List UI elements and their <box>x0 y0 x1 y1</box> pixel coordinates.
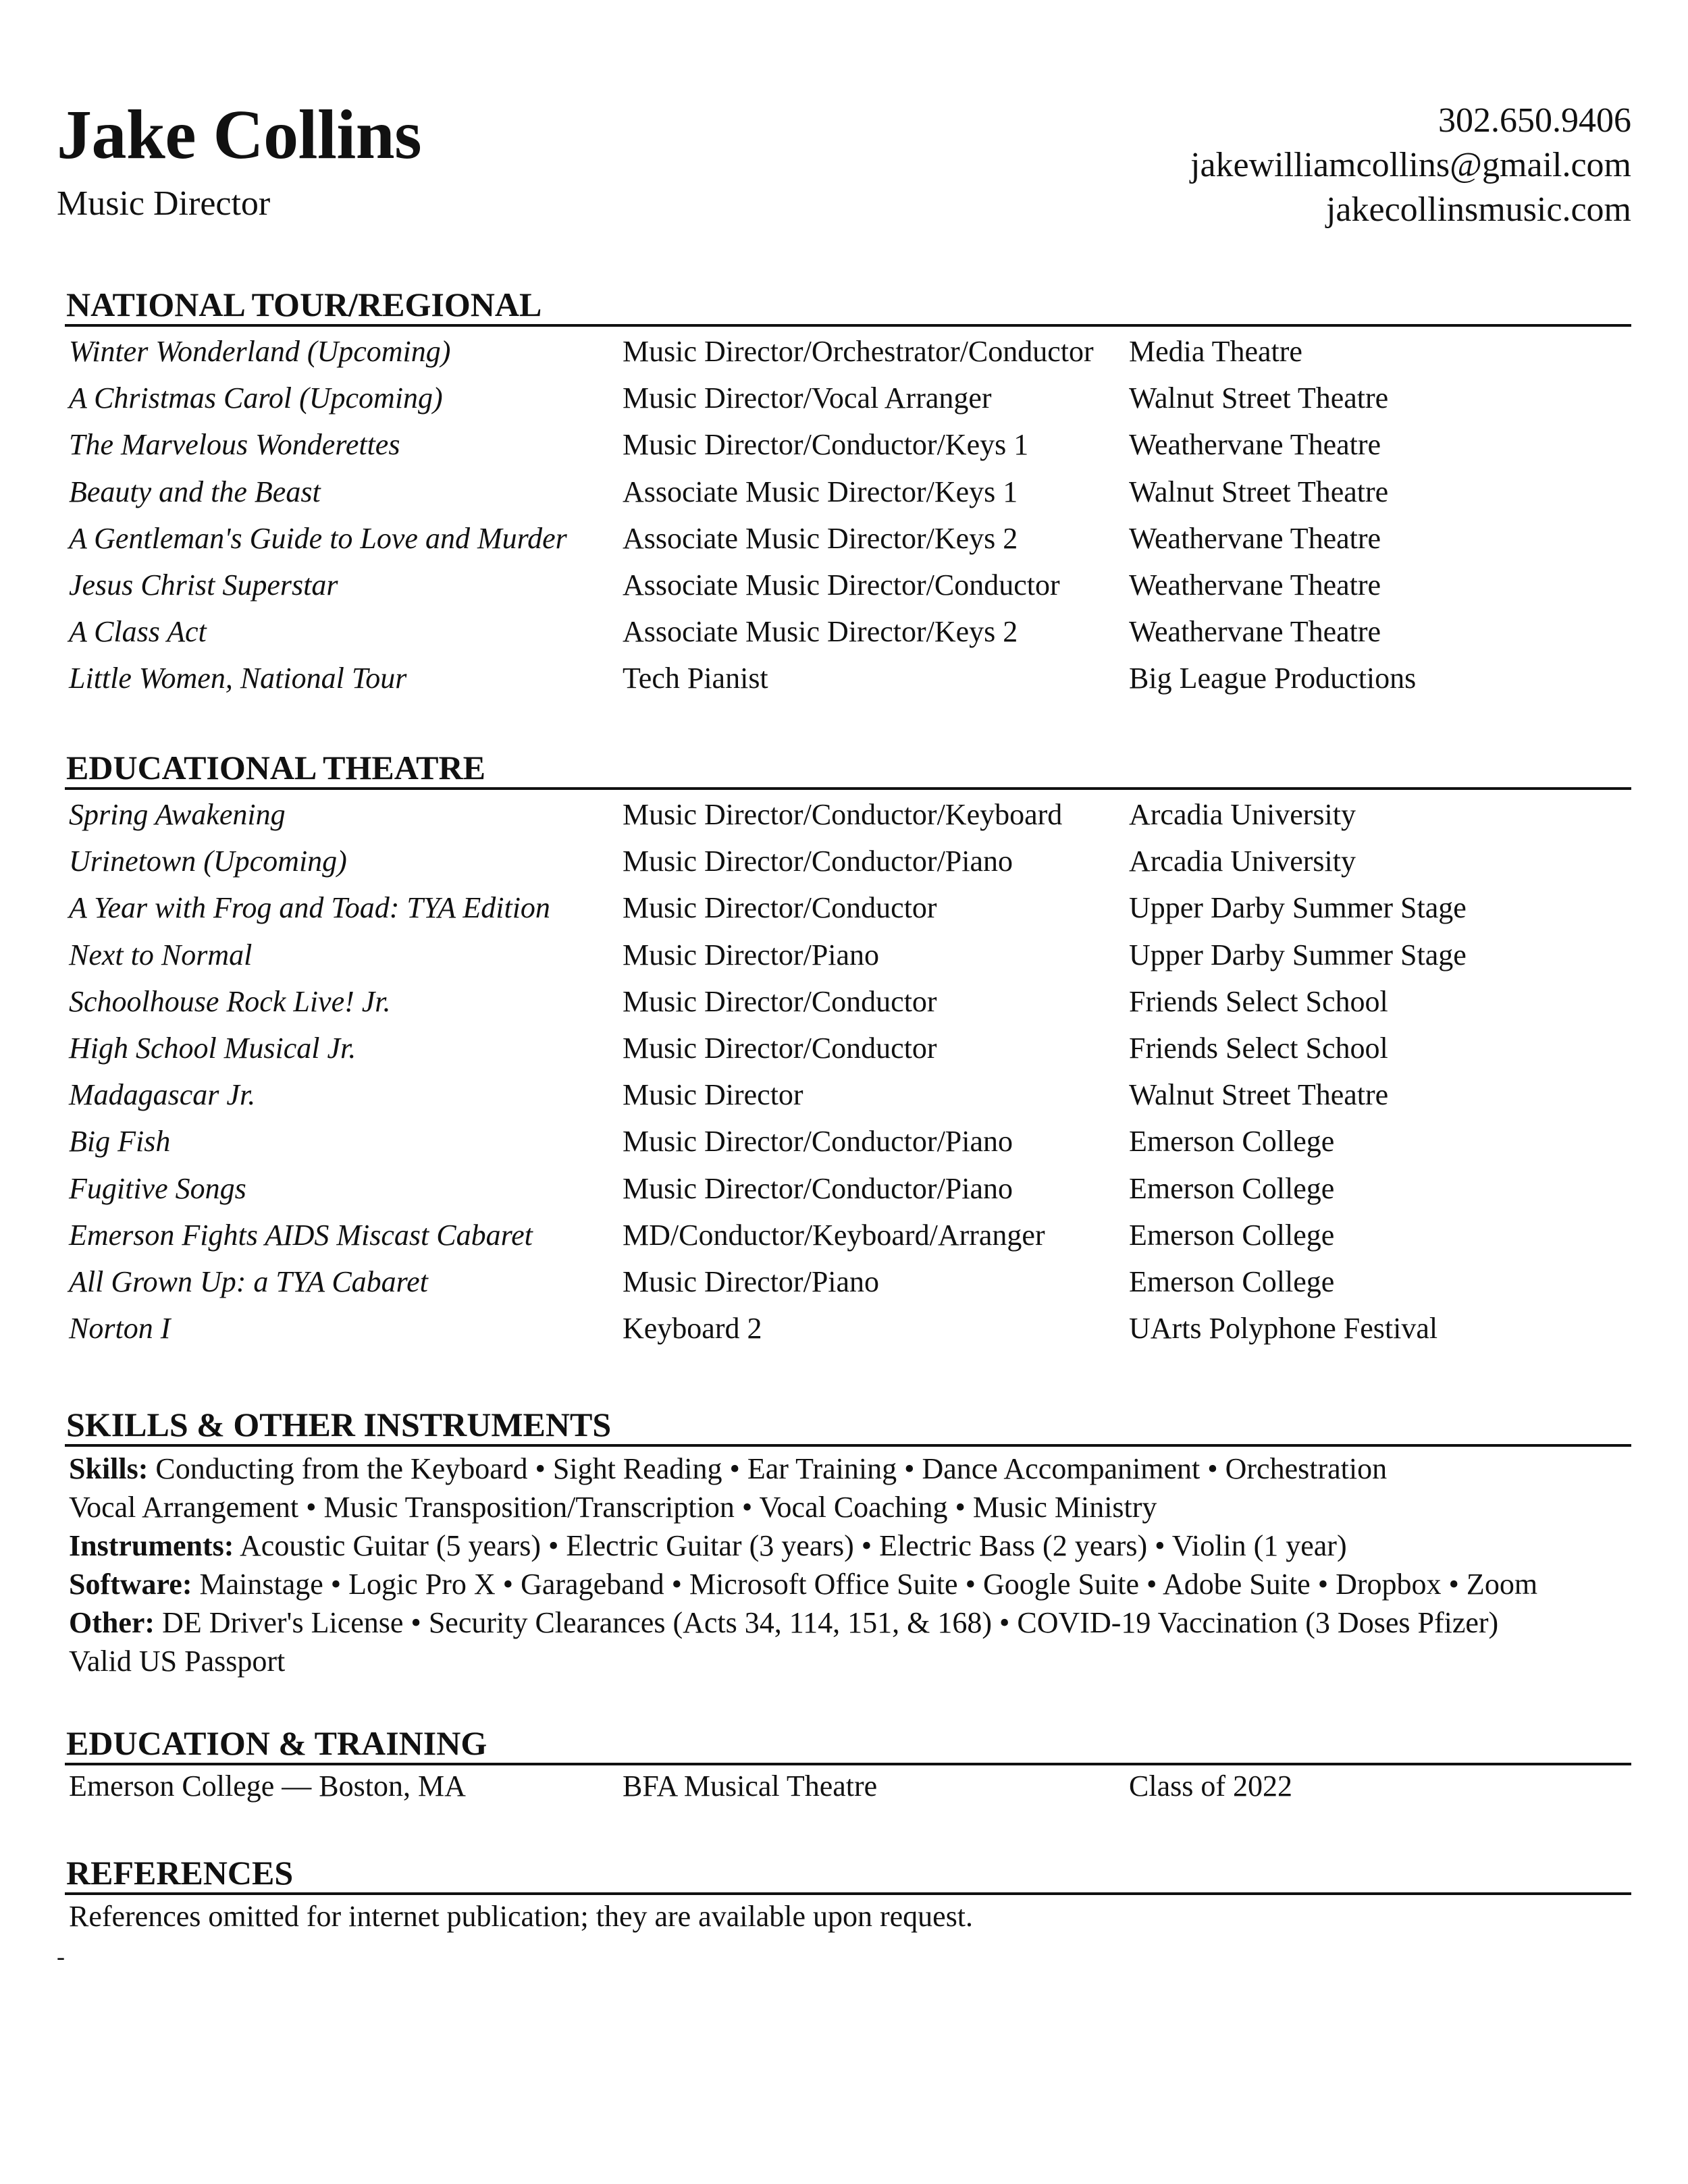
venue: Emerson College <box>1129 1218 1335 1252</box>
position: Music Director/Conductor <box>623 984 937 1018</box>
position: Music Director/Conductor <box>623 891 937 925</box>
venue: Walnut Street Theatre <box>1129 1078 1389 1112</box>
references-text: References omitted for internet publication; they are available upon request. <box>69 1900 974 1933</box>
email-address[interactable]: jakewilliamcollins@gmail.com <box>1190 146 1631 184</box>
skills-line <box>69 1449 1631 1488</box>
credit-row <box>65 328 1631 375</box>
show-title: Madagascar Jr. <box>69 1078 256 1112</box>
skills-label: Skills: <box>69 1452 149 1485</box>
show-title: Beauty and the Beast <box>69 475 321 508</box>
instruments-label: Instruments: <box>69 1529 234 1562</box>
contact-block <box>1190 99 1631 232</box>
credit-row <box>65 884 1631 931</box>
position: Tech Pianist <box>623 662 768 695</box>
show-title: Urinetown (Upcoming) <box>69 845 347 878</box>
credit-row <box>65 838 1631 884</box>
other-text: DE Driver's License • Security Clearances (Acts 34, 114, 151, & 168) • COVID-19 Vaccination (3 Doses Pfizer) <box>162 1606 1499 1639</box>
position: Music Director/Conductor/Keys 1 <box>623 428 1029 462</box>
credit-row <box>65 608 1631 655</box>
skills-text: Conducting from the Keyboard • Sight Reading • Ear Training • Dance Accompaniment • Orchestration <box>155 1452 1388 1485</box>
credit-row <box>65 562 1631 608</box>
show-title: The Marvelous Wonderettes <box>69 428 400 462</box>
show-title: A Christmas Carol (Upcoming) <box>69 381 443 415</box>
position: Music Director/Conductor <box>623 1032 937 1065</box>
position: Music Director/Conductor/Keyboard <box>623 798 1063 832</box>
software-text: Mainstage • Logic Pro X • Garageband • Microsoft Office Suite • Google Suite • Adobe Suite • Dropbox • Zoom <box>199 1568 1538 1601</box>
section-title: NATIONAL TOUR/REGIONAL <box>65 288 1631 327</box>
show-title: Norton I <box>69 1312 171 1346</box>
website-link[interactable]: jakecollinsmusic.com <box>1325 190 1631 229</box>
person-name: Jake Collins <box>57 96 422 174</box>
position: Associate Music Director/Conductor <box>623 568 1060 602</box>
show-title: A Year with Frog and Toad: TYA Edition <box>69 891 550 925</box>
show-title: A Gentleman's Guide to Love and Murder <box>69 521 567 555</box>
venue: Arcadia University <box>1129 798 1356 832</box>
venue: Weathervane Theatre <box>1129 428 1381 462</box>
show-title: Spring Awakening <box>69 798 286 832</box>
credit-row <box>65 1258 1631 1305</box>
skills-line-continued: Vocal Arrangement • Music Transposition/Transcription • Vocal Coaching • Music Ministry <box>69 1491 1157 1524</box>
show-title: Winter Wonderland (Upcoming) <box>69 335 451 369</box>
venue: Emerson College <box>1129 1171 1335 1205</box>
section-education <box>65 1726 1631 1806</box>
credit-row <box>65 515 1631 562</box>
credits-list <box>65 791 1631 1352</box>
position: Music Director/Conductor/Piano <box>623 1171 1013 1205</box>
credit-row <box>65 791 1631 838</box>
position: Keyboard 2 <box>623 1312 762 1346</box>
venue: Weathervane Theatre <box>1129 615 1381 649</box>
skills-list <box>65 1449 1631 1680</box>
position: Music Director/Piano <box>623 1264 880 1298</box>
venue: Weathervane Theatre <box>1129 521 1381 555</box>
position: Music Director/Orchestrator/Conductor <box>623 335 1094 369</box>
position: Associate Music Director/Keys 1 <box>623 475 1018 508</box>
position: Music Director <box>623 1078 803 1112</box>
footer-mark: - <box>57 1943 65 1970</box>
position: Music Director/Piano <box>623 938 880 971</box>
position: Music Director/Conductor/Piano <box>623 845 1013 878</box>
credit-row <box>65 421 1631 468</box>
credit-row <box>65 1305 1631 1352</box>
show-title: A Class Act <box>69 615 207 649</box>
other-line-continued: Valid US Passport <box>69 1645 286 1678</box>
instruments-line <box>69 1526 1631 1565</box>
show-title: All Grown Up: a TYA Cabaret <box>69 1264 428 1298</box>
show-title: Schoolhouse Rock Live! Jr. <box>69 984 391 1018</box>
section-title: EDUCATION & TRAINING <box>65 1726 1631 1765</box>
venue: Media Theatre <box>1129 335 1302 369</box>
venue: Emerson College <box>1129 1264 1335 1298</box>
venue: Friends Select School <box>1129 984 1388 1018</box>
credit-row <box>65 1165 1631 1212</box>
position: Associate Music Director/Keys 2 <box>623 521 1018 555</box>
venue: Arcadia University <box>1129 845 1356 878</box>
credit-row <box>65 978 1631 1025</box>
instruments-text: Acoustic Guitar (5 years) • Electric Guitar (3 years) • Electric Bass (2 years) • Violin (1 year) <box>240 1529 1347 1562</box>
other-label: Other: <box>69 1606 155 1639</box>
position: Associate Music Director/Keys 2 <box>623 615 1018 649</box>
show-title: Jesus Christ Superstar <box>69 568 338 602</box>
venue: Big League Productions <box>1129 662 1417 695</box>
education-row <box>65 1765 1631 1806</box>
section-title: EDUCATIONAL THEATRE <box>65 751 1631 790</box>
section-references <box>65 1856 1631 1937</box>
phone-number: 302.650.9406 <box>1438 101 1631 140</box>
credits-list <box>65 328 1631 702</box>
position: MD/Conductor/Keyboard/Arranger <box>623 1218 1045 1252</box>
venue: Weathervane Theatre <box>1129 568 1381 602</box>
show-title: Fugitive Songs <box>69 1171 246 1205</box>
credit-row <box>65 375 1631 421</box>
credit-row <box>65 1212 1631 1258</box>
venue: Walnut Street Theatre <box>1129 381 1389 415</box>
show-title: Emerson Fights AIDS Miscast Cabaret <box>69 1218 533 1252</box>
person-role: Music Director <box>57 184 271 223</box>
other-line <box>69 1603 1631 1642</box>
graduation-year: Class of 2022 <box>1129 1769 1292 1803</box>
position: Music Director/Conductor/Piano <box>623 1125 1013 1158</box>
software-line <box>69 1565 1631 1603</box>
section-title: REFERENCES <box>65 1856 1631 1895</box>
credit-row <box>65 1118 1631 1165</box>
show-title: High School Musical Jr. <box>69 1032 357 1065</box>
school: Emerson College — Boston, MA <box>69 1769 466 1803</box>
credit-row <box>65 469 1631 515</box>
section-title: SKILLS & OTHER INSTRUMENTS <box>65 1408 1631 1447</box>
show-title: Big Fish <box>69 1125 171 1158</box>
venue: Upper Darby Summer Stage <box>1129 938 1467 971</box>
credit-row <box>65 1071 1631 1118</box>
credit-row <box>65 655 1631 701</box>
section-national-tour <box>65 288 1631 702</box>
degree: BFA Musical Theatre <box>623 1769 878 1803</box>
section-educational-theatre <box>65 751 1631 1352</box>
venue: Friends Select School <box>1129 1032 1388 1065</box>
venue: UArts Polyphone Festival <box>1129 1312 1438 1346</box>
show-title: Little Women, National Tour <box>69 662 407 695</box>
venue: Emerson College <box>1129 1125 1335 1158</box>
credit-row <box>65 932 1631 978</box>
software-label: Software: <box>69 1568 192 1601</box>
show-title: Next to Normal <box>69 938 253 971</box>
position: Music Director/Vocal Arranger <box>623 381 992 415</box>
venue: Walnut Street Theatre <box>1129 475 1389 508</box>
section-skills <box>65 1408 1631 1680</box>
credit-row <box>65 1025 1631 1071</box>
venue: Upper Darby Summer Stage <box>1129 891 1467 925</box>
